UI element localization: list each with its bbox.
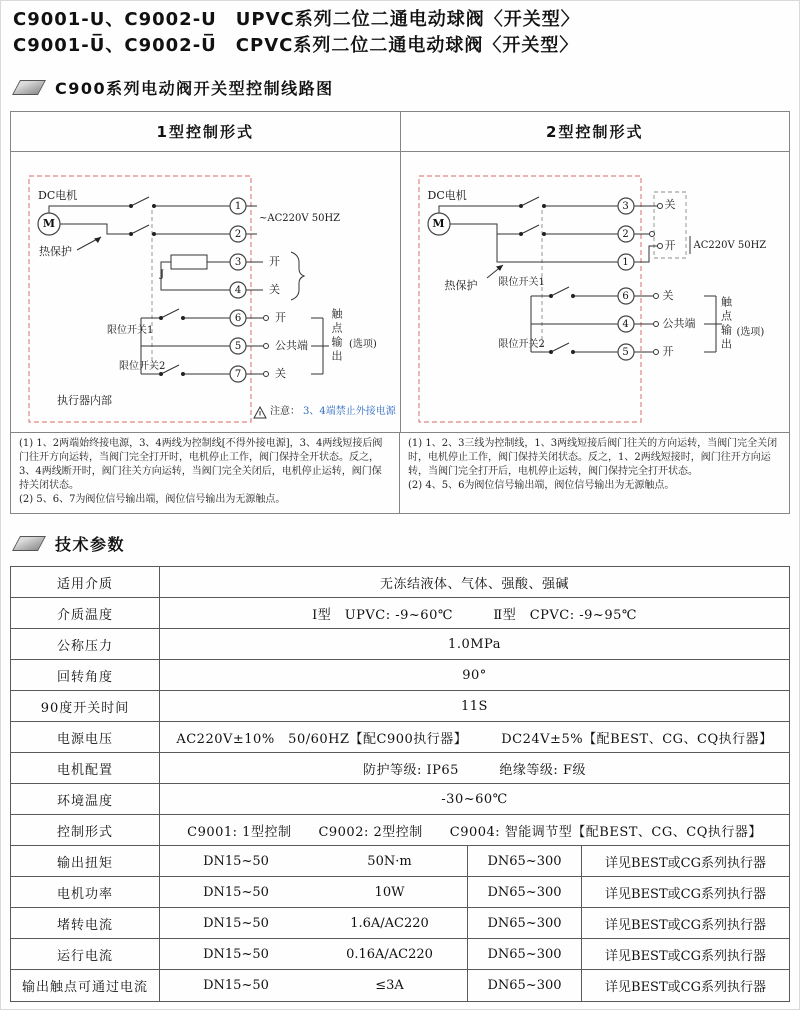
dn-large-range: DN65~300 (467, 939, 581, 969)
terminal-number: 1 (234, 201, 242, 213)
note-paragraph: (1) 1、2、3三线为控制线，1、3两线短接后阀门往关的方向运转，当阀门完全关闭时，电机停止工作，阀门保持关闭状态。反之，1、2两线短接时，阀门往开方向运转，当阀门完全打开后，电机停止运转，阀门保持完全打开状态。 (408, 438, 778, 478)
param-value: 0.16A/AC220 (346, 946, 433, 962)
control-close-label: 关 (269, 283, 280, 297)
terminal-number: 2 (622, 229, 629, 241)
terminal-number: 7 (234, 369, 242, 381)
dn-large-range: DN65~300 (467, 908, 581, 938)
param-note: 详见BEST或CG系列执行器 (581, 846, 789, 876)
terminal-number: 5 (234, 341, 242, 353)
param-label: 输出触点可通过电流 (11, 970, 160, 1001)
terminal-number: 4 (622, 319, 629, 331)
actuator-boundary-box (419, 176, 641, 422)
param-label: 公称压力 (11, 629, 160, 659)
ac-supply-label: AC220V 50HZ (693, 240, 767, 252)
motor-m-label: M (42, 217, 56, 231)
section-title: C900系列电动阀开关型控制线路图 (55, 79, 334, 99)
param-note: 详见BEST或CG系列执行器 (581, 877, 789, 907)
actuator-boundary-box (29, 176, 251, 422)
relay-coil-box (171, 255, 207, 269)
param-label: 电机配置 (11, 753, 160, 783)
param-value: 50N·m (367, 853, 412, 869)
output-common-label: 公共端 (275, 339, 308, 353)
table-row (11, 970, 789, 1001)
dn-small-range: DN15~50 (203, 978, 269, 994)
warning-text: 3、4端禁止外接电源 (303, 406, 396, 418)
optional-label: (选项) (349, 339, 377, 351)
param-note: 详见BEST或CG系列执行器 (581, 908, 789, 938)
page-title-upvc: C9001-U、C9002-U UPVC系列二位二通电动球阀〈开关型〉 (13, 9, 580, 30)
param-value: 防护等级: IP65 绝缘等级: F级 (363, 762, 586, 778)
section-header-circuit (16, 78, 800, 97)
parallelogram-icon (12, 536, 46, 551)
terminal-number: 6 (234, 313, 242, 325)
param-value: 10W (374, 884, 405, 900)
table-row (11, 722, 789, 753)
page-titles (0, 0, 800, 58)
supply-close-label: 关 (664, 198, 676, 212)
output-close-label: 关 (275, 367, 286, 381)
terminal-number: 1 (622, 257, 629, 269)
terminal-number: 5 (622, 347, 629, 359)
limit-switch1-label: 限位开关1 (498, 277, 545, 289)
optional-label: (选项) (736, 327, 765, 339)
param-label: 介质温度 (11, 598, 160, 628)
circuit-type1 (11, 152, 401, 432)
terminal-circles (618, 198, 634, 360)
param-value: ≤3A (375, 978, 404, 994)
contact-output-label: 触点输出 (330, 308, 343, 365)
output-close-label: 关 (662, 289, 674, 303)
table-row (11, 908, 789, 939)
table-row (11, 753, 789, 784)
dn-large-range: DN65~300 (467, 970, 581, 1001)
terminal-number: 3 (622, 201, 629, 213)
limit-switch2-label: 限位开关2 (119, 361, 166, 373)
table-row (11, 846, 789, 877)
section-title: 技术参数 (55, 535, 126, 555)
dn-large-range: DN65~300 (467, 877, 581, 907)
terminal-number: 3 (234, 257, 242, 269)
ac-supply-label: ~AC220V 50HZ (259, 213, 341, 225)
warning-prefix: 注意： (270, 406, 300, 418)
terminal-number: 2 (234, 229, 242, 241)
page-title-cpvc: C9001-U̅、C9002-U̅ CPVC系列二位二通电动球阀〈开关型〉 (13, 34, 579, 56)
relay-label: J (160, 269, 165, 281)
table-row (11, 939, 789, 970)
table-row (11, 629, 789, 660)
param-label: 控制形式 (11, 815, 160, 845)
supply-open-label: 开 (664, 239, 676, 253)
output-common-label: 公共端 (662, 317, 696, 331)
control-circuit-diagram-box (10, 111, 790, 514)
control-brace (291, 252, 304, 300)
param-label: 环境温度 (11, 784, 160, 814)
param-value: 无冻结液体、气体、强酸、强碱 (379, 576, 569, 592)
param-label: 电源电压 (11, 722, 160, 752)
output-open-label: 开 (275, 311, 286, 325)
param-label: 运行电流 (11, 939, 160, 969)
diagram-notes (11, 432, 789, 513)
table-row (11, 598, 789, 629)
dn-small-range: DN15~50 (203, 884, 269, 900)
section-header-params (16, 534, 800, 553)
param-value: 1.0MPa (448, 636, 501, 652)
table-row (11, 660, 789, 691)
diagram-title-type2: 2型控制形式 (546, 123, 644, 142)
diagram-header (11, 112, 789, 152)
note-paragraph: (2) 5、6、7为阀位信号输出端，阀位信号输出为无源触点。 (19, 494, 286, 506)
param-value: 1.6A/AC220 (350, 915, 429, 931)
param-value: 11S (461, 698, 488, 714)
thermal-protector-label: 热保护 (444, 279, 478, 293)
param-note: 详见BEST或CG系列执行器 (581, 939, 789, 969)
limit-switch2-label: 限位开关2 (498, 339, 545, 351)
note-type2 (400, 433, 789, 513)
tech-params-table (10, 566, 790, 1002)
dc-motor-label: DC电机 (427, 189, 467, 203)
param-value: C9001: 1型控制 C9002: 2型控制 C9004: 智能调节型【配BEST、CG、CQ执行器】 (187, 824, 762, 840)
table-row (11, 877, 789, 908)
table-row (11, 815, 789, 846)
note-paragraph: (2) 4、5、6为阀位信号输出端，阀位信号输出为无源触点。 (408, 480, 675, 492)
diagram-title-type1: 1型控制形式 (11, 112, 401, 151)
dn-large-range: DN65~300 (467, 846, 581, 876)
param-value: Ⅰ型 UPVC: -9~60℃ Ⅱ型 CPVC: -9~95℃ (312, 607, 637, 623)
note-type1 (11, 433, 400, 513)
thermal-protector-label: 热保护 (39, 245, 72, 259)
param-label: 电机功率 (11, 877, 160, 907)
param-label: 适用介质 (11, 567, 160, 597)
limit-switch1-label: 限位开关1 (107, 325, 154, 337)
actuator-internal-label: 执行器内部 (57, 394, 112, 408)
param-label: 90度开关时间 (11, 691, 160, 721)
contact-output-label: 触点输出 (719, 296, 733, 353)
param-label: 回转角度 (11, 660, 160, 690)
param-value: 90° (462, 667, 487, 683)
param-note: 详见BEST或CG系列执行器 (581, 970, 789, 1001)
terminal-number: 6 (622, 291, 629, 303)
param-label: 堵转电流 (11, 908, 160, 938)
dn-small-range: DN15~50 (203, 915, 269, 931)
control-open-label: 开 (269, 255, 280, 269)
param-label: 输出扭矩 (11, 846, 160, 876)
table-row (11, 691, 789, 722)
circuit-type2 (401, 152, 790, 432)
param-value: -30~60℃ (441, 791, 508, 807)
output-open-label: 开 (662, 345, 674, 359)
terminal-number: 4 (234, 285, 242, 297)
table-row (11, 784, 789, 815)
motor-m-label: M (432, 217, 445, 231)
dc-motor-label: DC电机 (38, 189, 78, 203)
dn-small-range: DN15~50 (203, 853, 269, 869)
note-paragraph: (1) 1、2两端始终接电源，3、4两线为控制线[不得外接电源]，3、4两线短接后阀门往开方向运转，当阀门完全打开时，电机停止工作，阀门保持全开状态。反之，3、4两线断开时，阀门往关方向运转，当阀门完全关闭后，电机停止运转，阀门保持关闭状态。 (19, 438, 383, 492)
table-row (11, 567, 789, 598)
param-value: AC220V±10% 50/60HZ【配C900执行器】 DC24V±5%【配BEST、CG、CQ执行器】 (176, 731, 773, 747)
dn-small-range: DN15~50 (203, 946, 269, 962)
diagram-body (11, 152, 789, 432)
parallelogram-icon (12, 80, 46, 95)
